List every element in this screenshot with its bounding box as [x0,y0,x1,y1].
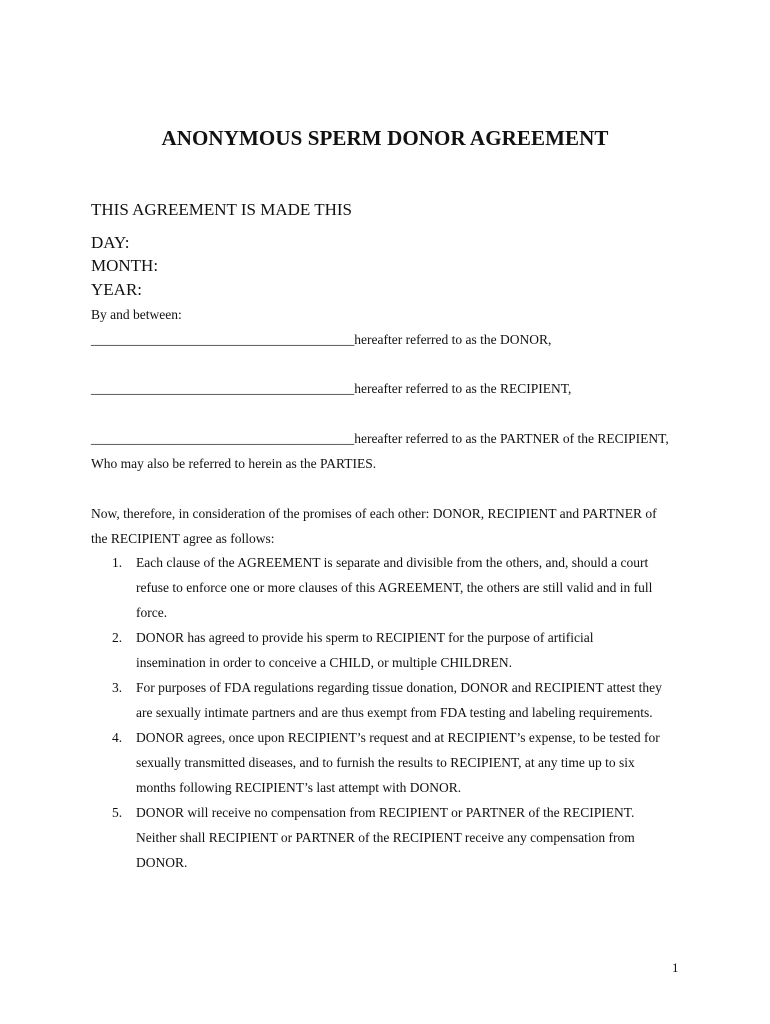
clause-line: are sexually intimate partners and are thus exempt from FDA testing and labeling requirements. [136,705,653,720]
month-label: MONTH: [91,256,159,275]
clause-item [91,675,691,725]
clause-number: 1. [112,555,123,570]
clause-item [91,625,691,675]
recipient-line: _______________________________________hereafter referred to as the RECIPIENT, [91,381,572,396]
donor-line: _______________________________________hereafter referred to as the DONOR, [91,332,552,347]
clause-number: 2. [112,630,123,645]
parties-line: Who may also be referred to herein as the PARTIES. [91,456,377,471]
clause-line: DONOR will receive no compensation from RECIPIENT or PARTNER of the RECIPIENT. [136,805,635,820]
clause-item [91,550,691,625]
clause-number: 4. [112,730,123,745]
consideration-line-2: the RECIPIENT agree as follows: [91,531,275,546]
clause-line: Each clause of the AGREEMENT is separate and divisible from the others, and, should a court [136,555,649,570]
clause-line: DONOR agrees, once upon RECIPIENT’s request and at RECIPIENT’s expense, to be tested for [136,730,660,745]
partner-line: _______________________________________hereafter referred to as the PARTNER of the RECIPIENT, [91,431,669,446]
document-title: ANONYMOUS SPERM DONOR AGREEMENT [161,126,609,150]
clause-number: 5. [112,805,123,820]
clause-line: DONOR. [136,855,188,870]
clause-list [91,550,691,875]
clause-number: 3. [112,680,123,695]
agreement-made-line: THIS AGREEMENT IS MADE THIS [91,200,352,219]
clause-line: force. [136,605,168,620]
clause-item [91,725,691,800]
clause-line: For purposes of FDA regulations regarding tissue donation, DONOR and RECIPIENT attest they [136,680,662,695]
year-label: YEAR: [91,280,142,299]
clause-item [91,800,691,875]
clause-line: months following RECIPIENT’s last attempt with DONOR. [136,780,462,795]
day-label: DAY: [91,233,130,252]
clause-line: Neither shall RECIPIENT or PARTNER of the RECIPIENT receive any compensation from [136,830,635,845]
clause-line: refuse to enforce one or more clauses of this AGREEMENT, the others are still valid and in full [136,580,653,595]
clause-line: sexually transmitted diseases, and to furnish the results to RECIPIENT, at any time up to six [136,755,635,770]
page-number: 1 [672,960,679,975]
by-and-between: By and between: [91,307,182,322]
clause-line: insemination in order to conceive a CHILD, or multiple CHILDREN. [136,655,513,670]
clause-line: DONOR has agreed to provide his sperm to RECIPIENT for the purpose of artificial [136,630,594,645]
consideration-line-1: Now, therefore, in consideration of the promises of each other: DONOR, RECIPIENT and PARTNER of [91,506,657,521]
